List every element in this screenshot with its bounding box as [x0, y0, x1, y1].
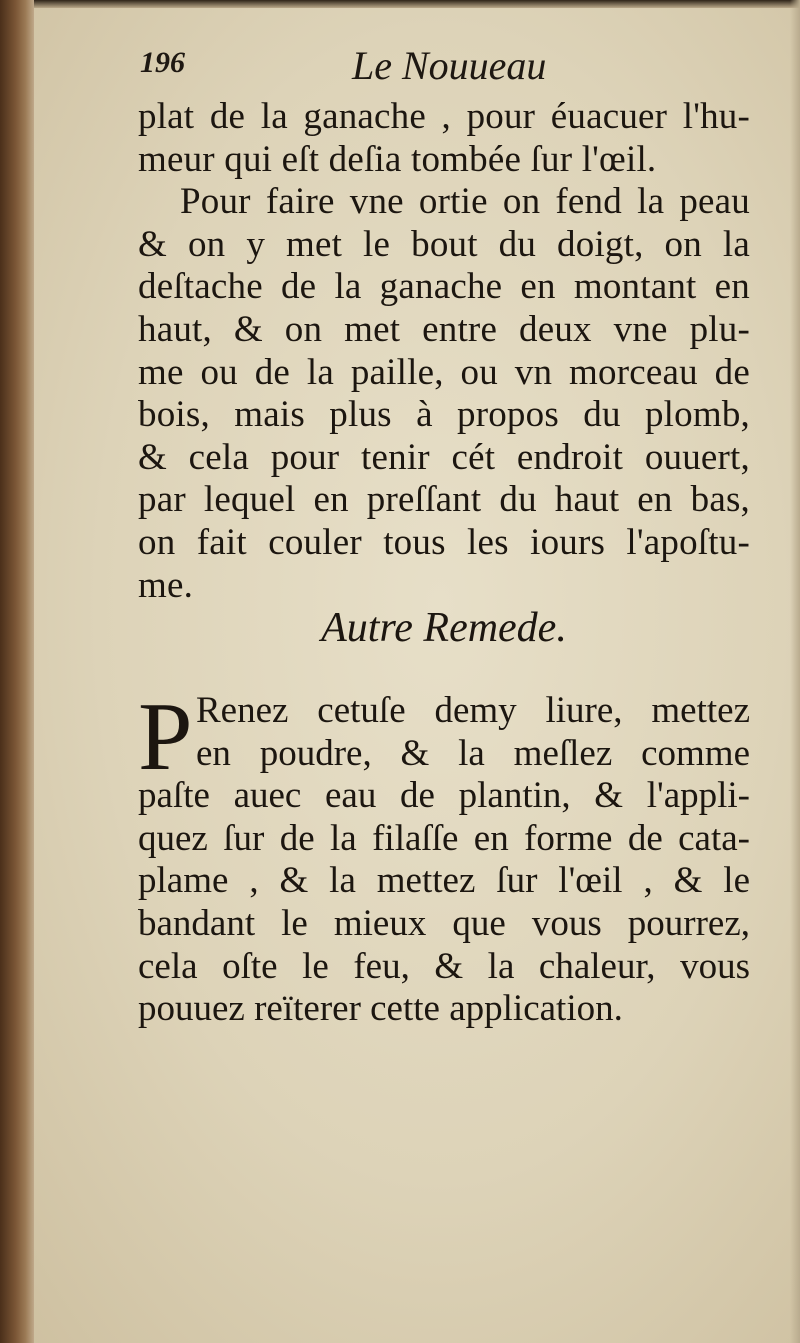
text-line: deſtache de la ganache en montant en — [138, 266, 750, 308]
text-line: meur qui eſt deſia tombée ſur l'œil. — [138, 138, 657, 180]
text-line: Pour faire vne ortie on fend la peau — [180, 181, 750, 223]
text-line: en poudre, & la meſlez comme — [196, 732, 750, 774]
text-line: plat de la ganache , pour éuacuer l'hu- — [138, 96, 750, 137]
show-through-text — [140, 1060, 760, 1260]
text-line: bois, mais plus à propos du plomb, — [138, 394, 750, 436]
remedy-text — [138, 683, 750, 1031]
book-binding — [0, 0, 34, 1343]
text-line: me. — [138, 564, 194, 606]
text-line: me ou de la paille, ou vn morceau de — [138, 351, 750, 393]
page-top-edge — [34, 0, 800, 8]
text-line: pouuez reïterer cette application. — [138, 988, 623, 1030]
page-header — [140, 42, 750, 92]
text-line: plame , & la mettez ſur l'œil , & le — [138, 860, 750, 902]
text-line: par lequel en preſſant du haut en bas, — [138, 479, 750, 521]
text-line: cela oſte le feu, & la chaleur, vous — [138, 945, 750, 987]
body-text — [138, 96, 750, 607]
drop-cap: P — [138, 683, 193, 791]
text-line: quez ſur de la filaſſe en forme de cata- — [138, 817, 750, 859]
text-line: & on y met le bout du doigt, on la — [138, 223, 750, 265]
text-line: bandant le mieux que vous pourrez, — [138, 902, 750, 944]
text-line: Renez cetuſe demy liure, mettez — [196, 690, 750, 731]
text-line: & cela pour tenir cét endroit ouuert, — [138, 436, 750, 478]
text-line: haut, & on met entre deux vne plu- — [138, 308, 750, 350]
running-head: Le Nouueau — [352, 43, 547, 88]
text-line: paſte auec eau de plantin, & l'appli- — [138, 775, 750, 817]
page-number: 196 — [140, 46, 185, 79]
page-right-edge — [790, 0, 800, 1343]
section-heading: Autre Remede. — [321, 605, 567, 651]
text-line: on fait couler tous les iours l'apoſtu- — [138, 521, 750, 563]
